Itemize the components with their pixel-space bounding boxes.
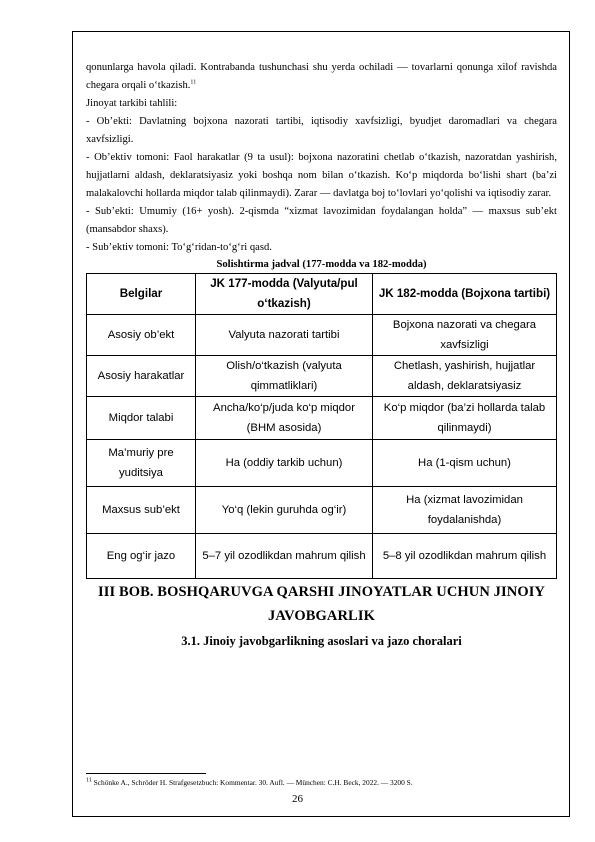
table-header-cell: Belgilar: [87, 274, 196, 315]
table-cell: Ha (1-qism uchun): [373, 440, 557, 487]
table-cell: Ancha/ko‘p/juda ko‘p miqdor (BHM asosida): [196, 397, 373, 440]
table-cell: Ko‘p miqdor (ba’zi hollarda talab qilinmaydi): [373, 397, 557, 440]
paragraph: - Sub’ekti: Umumiy (16+ yosh). 2-qismda “xizmat lavozimidan foydalangan holda” — maxsus sub’ekt (mansabdor shaxs).: [86, 206, 557, 235]
table-cell: Ma’muriy pre yuditsiya: [87, 440, 196, 487]
table-row: [87, 397, 557, 440]
table-header-cell: JK 177-modda (Valyuta/pul o‘tkazish): [196, 274, 373, 315]
page-number: 26: [292, 793, 303, 805]
footnote-number: 11: [86, 777, 92, 784]
table-cell: Asosiy harakatlar: [87, 356, 196, 397]
paragraph: - Sub’ektiv tomoni: To‘g‘ridan-to‘g‘ri qasd.: [86, 242, 272, 253]
table-header-row: [87, 274, 557, 315]
footnote-separator: [86, 773, 206, 774]
chapter-title: III BOB. BOSHQARUVGA QARSHI JINOYATLAR UCHUN JINOIY JAVOBGARLIK: [97, 584, 546, 624]
footnote-ref[interactable]: 11: [190, 79, 197, 86]
table-cell: Asosiy ob’ekt: [87, 315, 196, 356]
footnote: $^{11}$ Schönke A., Schröder H. Strafgesetzbuch: Kommentar. 30. Aufl. — München: C.H. Beck, 2022. — 3200 S.: [86, 777, 413, 787]
paragraph: - Ob’ektiv tomoni: Faol harakatlar (9 ta usul): bojxona nazoratini chetlab o‘tkazish, nazoratdan yashirish, hujjatlarni aldash, deklaratsiyasiz yoki boshqa nom bilan o‘tkazish. Ko‘p miqdorda bo‘lishi shart (ba’zi malakalovchi hollarda miqdor talab qilinmaydi). Zarar — davlatga boj to‘lovlari yo‘qolishi va iqtisodiy zarar.: [86, 152, 557, 199]
table-row: [87, 487, 557, 534]
table-cell: 5–7 yil ozodlikdan mahrum qilish: [196, 534, 373, 579]
table-caption: Solishtirma jadval (177-modda va 182-modda): [216, 259, 427, 270]
table-cell: 5–8 yil ozodlikdan mahrum qilish: [373, 534, 557, 579]
section-title: 3.1. Jinoiy javobgarlikning asoslari va jazo choralari: [181, 634, 462, 648]
table-cell: Maxsus sub’ekt: [87, 487, 196, 534]
table-cell: Ha (oddiy tarkib uchun): [196, 440, 373, 487]
paragraph: qonunlarga havola qiladi. Kontrabanda tushunchasi shu yerda ochiladi — tovarlarni qonunga xilof ravishda chegara orqali o‘tkazish.$^{11}$: [86, 62, 557, 91]
comparison-table: [86, 273, 557, 579]
table-cell: Miqdor talabi: [87, 397, 196, 440]
table-cell: Valyuta nazorati tartibi: [196, 315, 373, 356]
table-cell: Bojxona nazorati va chegara xavfsizligi: [373, 315, 557, 356]
table-cell: Olish/o‘tkazish (valyuta qimmatliklari): [196, 356, 373, 397]
table-header-cell: JK 182-modda (Bojxona tartibi): [373, 274, 557, 315]
table-row: [87, 315, 557, 356]
table-cell: Yo‘q (lekin guruhda og‘ir): [196, 487, 373, 534]
paragraph: Jinoyat tarkibi tahlili:: [86, 98, 178, 109]
table-row: [87, 534, 557, 579]
table-row: [87, 356, 557, 397]
paragraph: - Ob’ekti: Davlatning bojxona nazorati tartibi, iqtisodiy xavfsizligi, byudjet daromadlari va chegara xavfsizligi.: [86, 116, 557, 145]
table-cell: Eng og‘ir jazo: [87, 534, 196, 579]
page-content: [86, 59, 557, 650]
table-row: [87, 440, 557, 487]
table-cell: Chetlash, yashirish, hujjatlar aldash, deklaratsiyasiz: [373, 356, 557, 397]
table-cell: Ha (xizmat lavozimidan foydalanishda): [373, 487, 557, 534]
